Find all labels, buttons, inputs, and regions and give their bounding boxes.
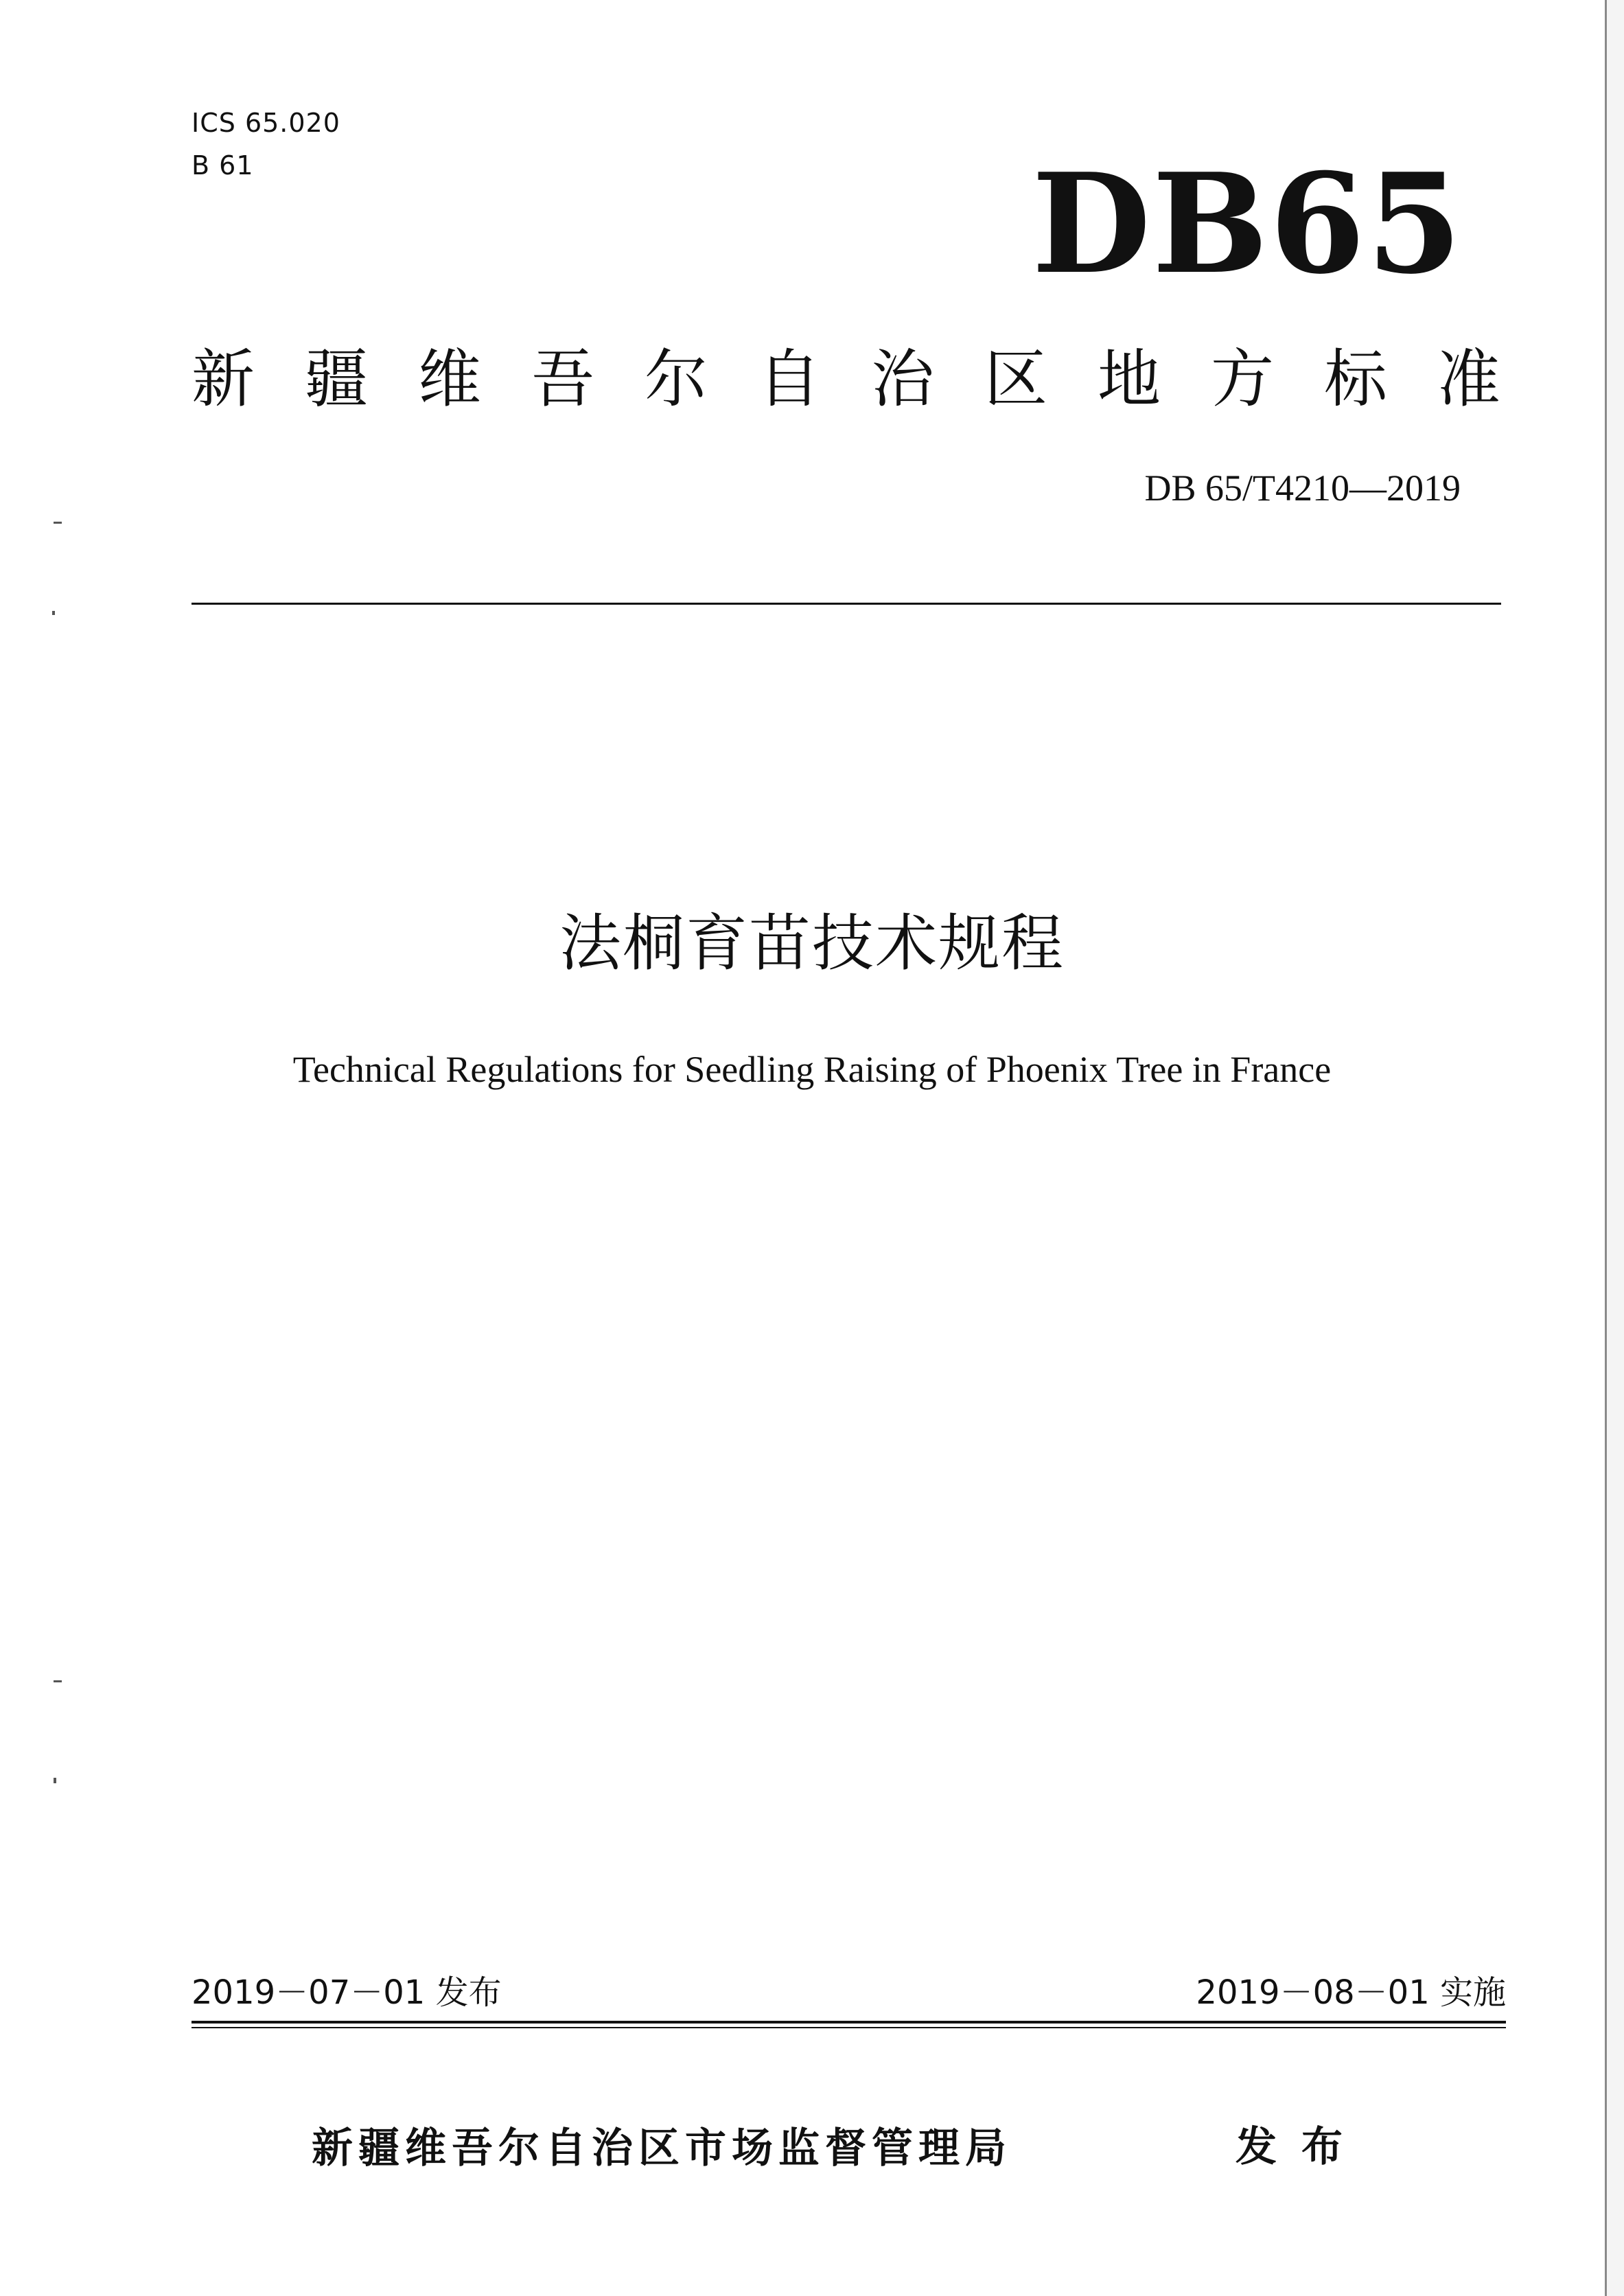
issuing-authority: 新疆维吾尔自治区市场监督管理局 [312, 2124, 1012, 2172]
ccs-code: B 61 [192, 150, 254, 181]
document-title-chinese: 法桐育苗技术规程 [559, 907, 1065, 979]
standard-number: DB 65/T4210—2019 [1144, 467, 1461, 509]
scan-speck [54, 522, 62, 524]
scan-speck [54, 1778, 56, 1783]
standard-type: 新疆维吾尔自治区地方标准 [192, 343, 1551, 416]
publish-date: 2019－07－01 发布 [192, 1973, 502, 2012]
scan-edge-line [1605, 0, 1607, 2296]
document-title-english: Technical Regulations for Seedling Raising of Phoenix Tree in France [292, 1049, 1332, 1090]
standard-code: DB65 [1032, 143, 1463, 305]
scan-speck [52, 611, 55, 615]
implement-date: 2019－08－01 实施 [1196, 1973, 1506, 2012]
footer-divider [192, 2021, 1506, 2024]
scan-edge-shadow [1607, 0, 1624, 2296]
footer-divider-thin [192, 2027, 1506, 2028]
issue-label: 发布 [1236, 2123, 1367, 2171]
header-divider [192, 603, 1501, 605]
scan-speck [54, 1680, 62, 1682]
ics-code: ICS 65.020 [192, 108, 340, 138]
